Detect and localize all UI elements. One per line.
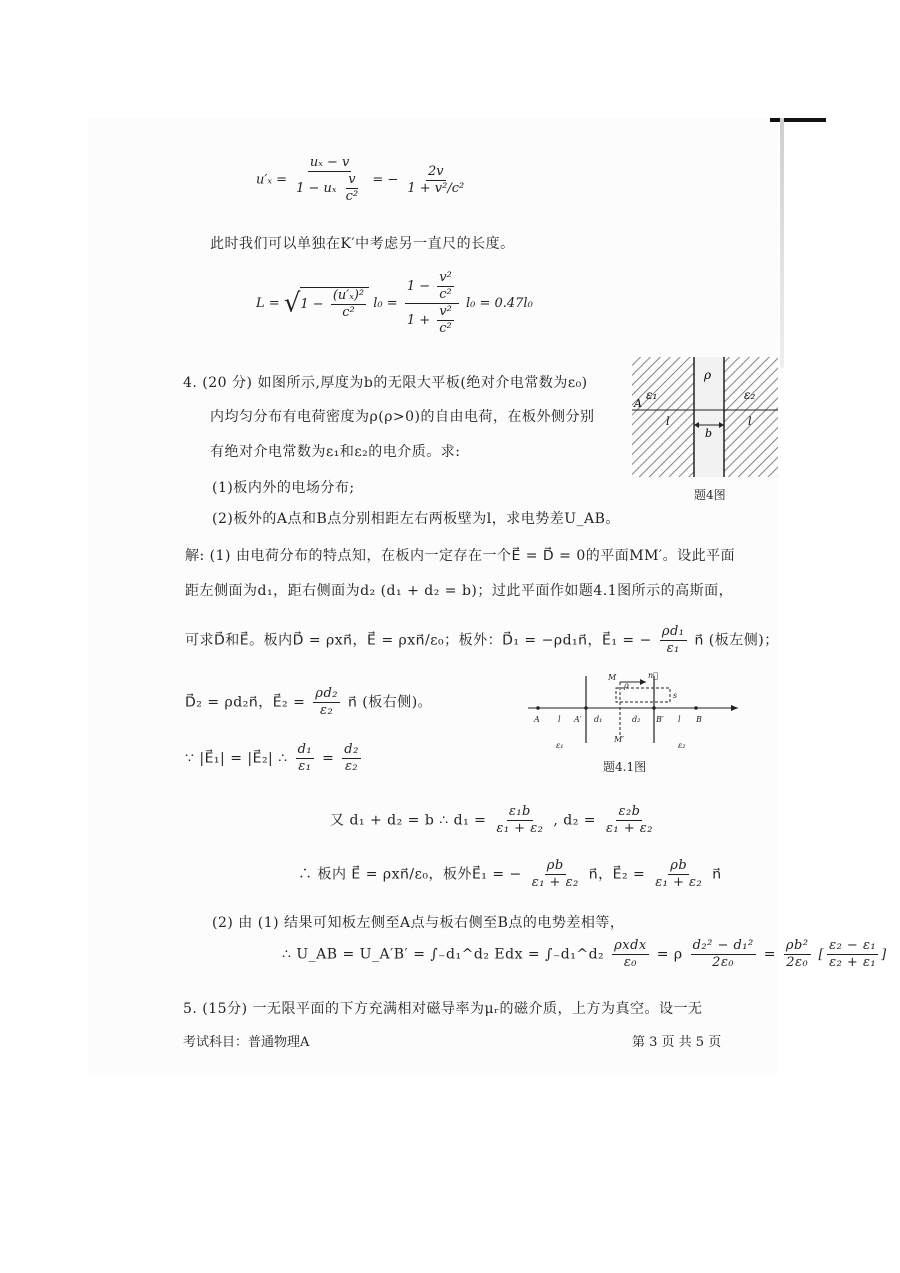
footer-page: 第 3 页 共 5 页: [632, 1035, 722, 1050]
sqrt-term: 1 −: [300, 296, 324, 312]
numerator-part: 1 −: [406, 279, 431, 294]
fraction: [331, 288, 366, 321]
fraction: [691, 938, 756, 971]
solution-line-3: [185, 624, 779, 657]
scan-edge-bar: [770, 118, 826, 122]
fraction: [653, 858, 704, 891]
denominator: 2ε₀: [712, 955, 735, 970]
denominator: c²: [342, 304, 355, 320]
label-mp: M′: [614, 735, 625, 744]
label-n: n⃗: [648, 671, 658, 680]
fraction: [344, 172, 361, 205]
equals-sign: =: [763, 946, 776, 963]
solution-text: ∴ 板内 E⃗ = ρxn⃗/ε₀，板外E⃗₁ = −: [298, 866, 522, 883]
numerator: ε₁b: [508, 804, 531, 819]
fraction: [294, 155, 365, 205]
label-b: B: [696, 715, 702, 724]
solution-text: ∵ |E⃗₁| = |E⃗₂| ∴: [185, 750, 288, 767]
denominator: ε₁: [666, 641, 680, 656]
fig4-point-a: A: [634, 397, 642, 410]
sqrt-icon: √: [283, 288, 301, 319]
q4-line-4: (1)板内外的电场分布;: [212, 480, 355, 496]
arrow-head-icon: [640, 679, 646, 685]
label-d1: d₁: [594, 715, 603, 724]
solution-line-4: [185, 686, 432, 719]
denominator: [405, 304, 459, 337]
point-b-dot: [694, 706, 698, 710]
q4-line-1: 4. (20 分) 如图所示,厚度为b的无限大平板(绝对介电常数为ε₀): [183, 375, 588, 391]
denominator: ε₁ + ε₂: [605, 821, 653, 836]
numerator: v: [348, 172, 356, 187]
label-eps2: ε₂: [678, 741, 686, 750]
solution-line-9: ∴ U_AB = U_A′B′ = ∫₋d₁^d₂ Edx = ∫₋d₁^d₂ $\frac{\text{ρxdx}}{\text{ε₀}}$ = ρ $\frac{\text{d₂² − d₁²}}{\text{2ε₀}}$ = $\frac{\text{ρb²}}{\text{2ε₀}}$ [ $\frac{\text{ε₂ − ε₁}}{\text{ε₂ + ε₁}}$ ]: [282, 938, 887, 970]
figure-4-slab: [632, 355, 780, 480]
denominator: ε₂: [320, 703, 334, 718]
fig4-eps1: ε₁: [646, 388, 658, 402]
denominator: ε₂ + ε₁: [829, 955, 877, 970]
denominator: ε₁ + ε₂: [496, 821, 544, 836]
denominator-part: 1 +: [406, 313, 431, 328]
fraction: [342, 742, 361, 775]
solution-text: n⃗ (板左侧)；: [694, 632, 779, 649]
q4-line-3: 有绝对介电常数为ε₁和ε₂的电介质。求:: [210, 444, 461, 460]
figure-4-caption: 题4图: [694, 488, 726, 502]
numerator: d₂² − d₁²: [692, 938, 754, 953]
dielectric-left: [632, 357, 694, 477]
solution-text: n⃗ (板右侧)。: [347, 694, 433, 711]
fig4-b: b: [705, 427, 713, 440]
label-ap: A′: [574, 715, 582, 724]
paragraph-ruler: 此时我们可以单独在K′中考虑另一直尺的长度。: [210, 236, 515, 252]
numerator: d₁: [297, 742, 313, 757]
fraction: [313, 686, 340, 719]
numerator: ε₂b: [618, 804, 641, 819]
figure-4-1-gauss: [528, 668, 740, 753]
numerator: ρb²: [785, 938, 809, 953]
fraction: [530, 858, 581, 891]
fraction: [660, 624, 687, 657]
denominator: c²: [439, 287, 452, 302]
fig4-rho: ρ: [704, 368, 712, 382]
denominator: [294, 172, 365, 205]
formula-result: l₀ = 0.47l₀: [465, 296, 533, 311]
solution-text: D⃗₂ = ρd₂n⃗，E⃗₂ =: [185, 694, 306, 711]
numerator: ε₂ − ε₁: [829, 938, 877, 953]
label-a: A: [534, 715, 540, 724]
q5-line-1: 5. (15分) 一无限平面的下方充满相对磁导率为μᵣ的磁介质，上方为真空。设一无: [183, 1001, 703, 1017]
scan-edge-shade: [780, 118, 784, 368]
label-l-left: l: [558, 715, 561, 724]
solution-line-1: 解: (1) 由电荷分布的特点知，在板内一定存在一个E⃗ = D⃗ = 0的平面MM′。设此平面: [185, 548, 736, 564]
q4-line-5: (2)板外的A点和B点分别相距左右两板壁为l，求电势差U_AB。: [212, 511, 620, 527]
solution-text: n⃗，E⃗₂ =: [588, 866, 646, 883]
fraction: [405, 164, 466, 197]
solution-line-5: [185, 742, 364, 775]
denominator: ε₁ + ε₂: [531, 875, 579, 890]
q4-line-2: 内均匀分布有电荷密度为ρ(ρ>0)的自由电荷，在板外侧分别: [210, 409, 595, 425]
fig4-eps2: ε₂: [744, 388, 756, 402]
numerator: uₓ − v: [309, 155, 350, 170]
label-m: M: [608, 673, 617, 682]
label-bp: B′: [656, 715, 664, 724]
gauss-surface: [616, 688, 670, 702]
numerator: v²: [439, 304, 452, 319]
denominator-part: 1 − uₓ: [296, 181, 337, 196]
fig4-l-left: l: [666, 415, 670, 428]
denominator: ε₀: [623, 955, 638, 970]
solution-line-2: 距左侧面为d₁，距右侧面为d₂ (d₁ + d₂ = b)；过此平面作如题4.1图所示的高斯面，: [185, 583, 734, 599]
denominator: 1 + v²/c²: [407, 180, 465, 196]
numerator: ρd₂: [315, 686, 338, 701]
formula-velocity: [256, 155, 469, 205]
denominator: ε₂: [344, 759, 359, 774]
formula-lhs: u′ₓ =: [256, 172, 287, 188]
numerator: ρb: [670, 858, 688, 873]
denominator: c²: [439, 321, 452, 336]
denominator: ε₁ + ε₂: [655, 875, 703, 890]
figure-4-1-caption: 题4.1图: [603, 760, 647, 774]
numerator: ρxdx: [614, 938, 647, 953]
numerator: (u′ₓ)²: [332, 287, 365, 303]
numerator: v²: [439, 270, 452, 285]
fraction: [437, 304, 454, 337]
sqrt-body: [300, 287, 369, 321]
numerator: [405, 270, 459, 304]
label-eps1: ε₁: [556, 741, 564, 750]
formula-length: [256, 270, 533, 337]
denominator: ε₁: [298, 759, 312, 774]
solution-text: n⃗: [712, 866, 722, 883]
label-rho: ρ: [624, 681, 629, 690]
solution-text: = ρ: [656, 946, 683, 963]
formula-lhs: L =: [256, 296, 280, 311]
numerator: d₂: [344, 742, 359, 757]
equals-sign: = −: [372, 172, 399, 188]
arrow-head-icon: [731, 705, 738, 711]
numerator: ρb: [546, 858, 564, 873]
solution-line-7: [298, 858, 722, 891]
label-d2: d₂: [632, 715, 641, 724]
label-s: s: [673, 691, 678, 700]
fraction: [784, 938, 811, 971]
denominator: c²: [345, 189, 359, 204]
solution-text: 可求D⃗和E⃗。板内D⃗ = ρxn⃗，E⃗ = ρxn⃗/ε₀；板外：D⃗₁ = −ρd₁n⃗，E⃗₁ = −: [185, 632, 652, 649]
solution-text: 又 d₁ + d₂ = b ∴ d₁ =: [330, 812, 487, 829]
point-ap-dot: [584, 706, 588, 710]
footer-subject: 考试科目：普通物理A: [183, 1035, 310, 1050]
solution-text: , d₂ =: [553, 812, 596, 829]
denominator: 2ε₀: [786, 955, 809, 970]
solution-text: ∴ U_AB = U_A′B′ = ∫₋d₁^d₂ Edx = ∫₋d₁^d₂: [282, 946, 605, 963]
fraction: [827, 938, 878, 971]
fraction: [405, 270, 459, 337]
label-l-right: l: [678, 715, 681, 724]
fraction: [612, 938, 649, 971]
point-bp-dot: [652, 706, 656, 710]
formula-term: l₀ =: [373, 296, 398, 311]
solution-line-6: [330, 804, 658, 837]
fraction: [604, 804, 655, 837]
point-a-dot: [536, 706, 540, 710]
numerator: 2v: [427, 163, 444, 179]
equals-sign: =: [322, 750, 335, 767]
fraction: [296, 742, 315, 775]
fig4-l-right: l: [748, 415, 752, 428]
solution-line-8: (2) 由 (1) 结果可知板左侧至A点与板右侧至B点的电势差相等，: [212, 915, 625, 931]
fraction: [494, 804, 545, 837]
fraction: [437, 270, 454, 303]
numerator: ρd₁: [661, 624, 685, 639]
